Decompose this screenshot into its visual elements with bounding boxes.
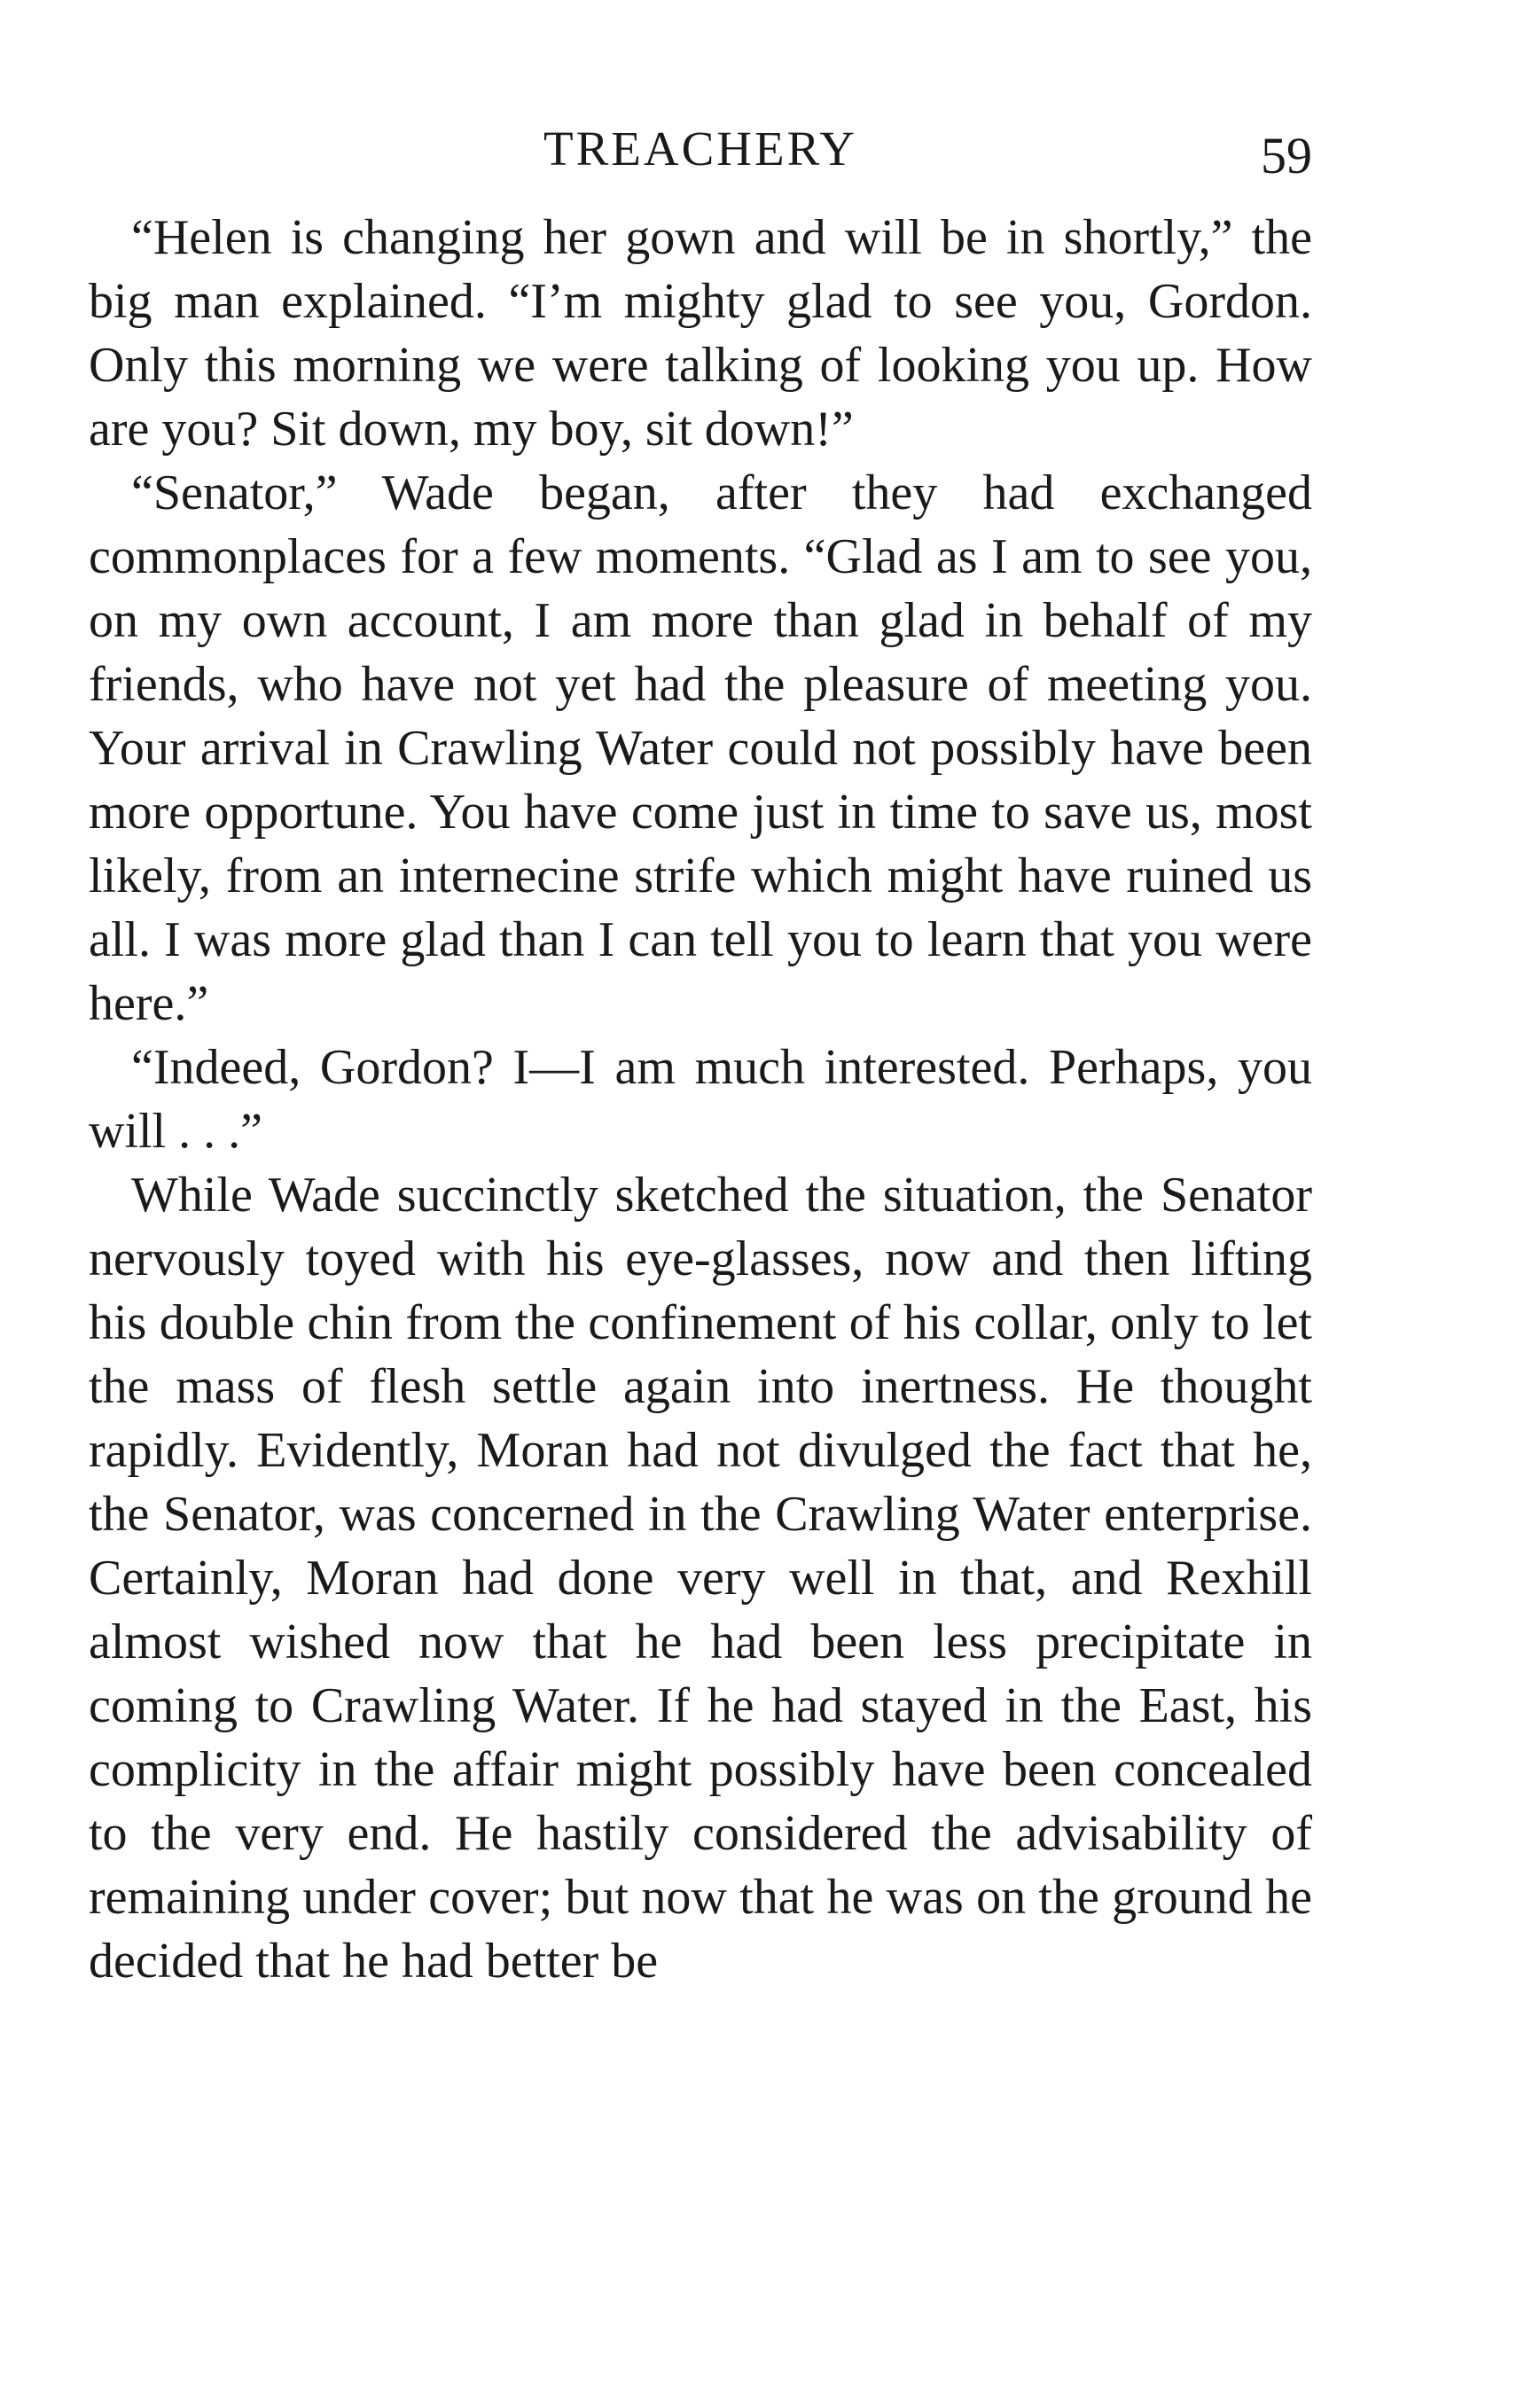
paragraph-4: While Wade succinctly sketched the situation, the Senator nervously toyed with his eye-glasses, now and then lifting his double chin from the confinement of his collar, only to let the mass of flesh settle again into inertness. He thought rapidly. Evidently, Moran had not divulged the fact that he, the Senator, was concerned in the Crawling Water enterprise. Certainly, Moran had done very well in that, and Rexhill almost wished now that he had been less precipitate in coming to Crawling Water. If he had stayed in the East, his complicity in the affair might possibly have been concealed to the very end. He hastily considered the advisability of remaining under cover; but now that he was on the ground he decided that he had better be bbox=[89, 1168, 1312, 1989]
body-text bbox=[89, 206, 1312, 1993]
paragraph-2: “Senator,” Wade began, after they had exchanged commonplaces for a few moments. “Glad as I am to see you, on my own account, I am more than glad in behalf of my friends, who have not yet had the pleasure of meeting you. Your arrival in Crawling Water could not possibly have been more opportune. You have come just in time to save us, most likely, from an internecine strife which might have ruined us all. I was more glad than I can tell you to learn that you were here.” bbox=[89, 465, 1312, 1031]
paragraph-3: “Indeed, Gordon? I—I am much interested. Perhaps, you will . . .” bbox=[89, 1040, 1312, 1159]
paragraph-1: “Helen is changing her gown and will be in shortly,” the big man explained. “I’m mighty glad to see you, Gordon. Only this morning we were talking of looking you up. How are you? Sit down, my boy, sit down!” bbox=[89, 210, 1312, 457]
running-head bbox=[89, 113, 1312, 184]
running-title: TREACHERY bbox=[543, 121, 857, 176]
page-number: 59 bbox=[1261, 127, 1312, 184]
